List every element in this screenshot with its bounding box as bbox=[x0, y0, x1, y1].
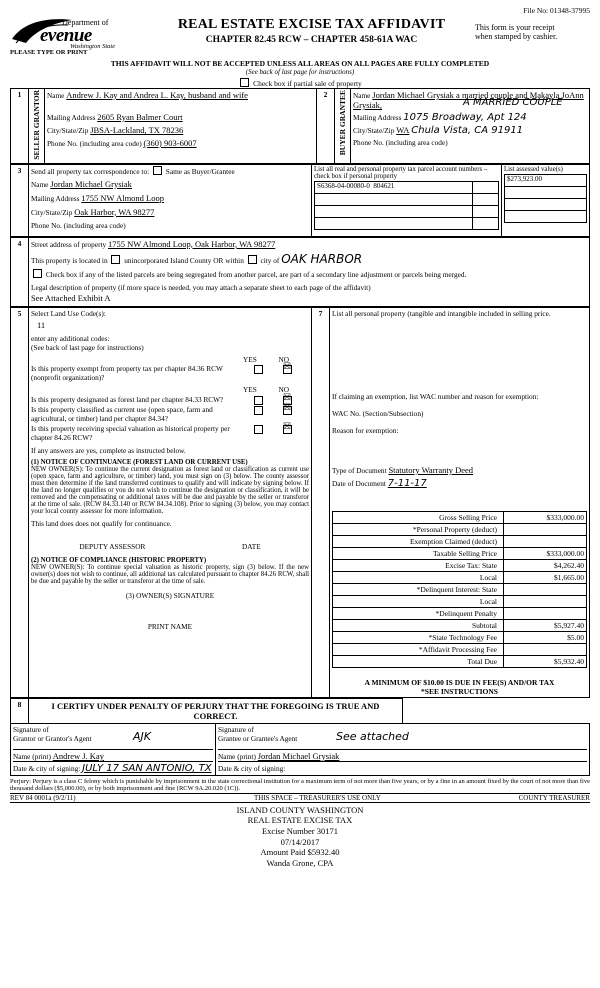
stamp-line-3: Excise Number 30171 bbox=[261, 825, 338, 836]
land-use-seeback: (See back of last page for instructions) bbox=[31, 342, 144, 352]
notice2-body: NEW OWNER(S): To continue special valuation as historic property, sign (3) below. If the new owner(s) does not wish to continue, all additional tax calculated pursuant to chapter 84.26 RCW, shall be due and payable by the seller or transferor at the time of sale. bbox=[31, 563, 309, 585]
amount-label: Taxable Selling Price bbox=[333, 547, 504, 559]
legal-desc-label: Legal description of property (if more space is needed, you may attach a separate sheet to each page of the affidavit) bbox=[31, 282, 371, 292]
type-or-print-note: PLEASE TYPE OR PRINT bbox=[10, 49, 88, 56]
unincorporated-label: unincorporated Island County OR within bbox=[124, 255, 244, 265]
segregating-row bbox=[31, 269, 587, 279]
receipt-line2: when stamped by cashier. bbox=[475, 32, 558, 41]
grantee-sig-label2: Grantee or Grantee's Agent bbox=[218, 733, 298, 743]
assessed-row bbox=[505, 198, 587, 210]
notice1-body: NEW OWNER(S): To continue the current designation as forest land or classification as current use (open space, farm and agriculture, or timber) land, you must sign on (3) below. The county assessor must then determine if the land transferred continues to qualify and will indicate by signing below. If the land no longer qualifies or you do not wish to continue the designation or classification, it will be removed and the compensating or additional taxes will be due and payable by the seller or transferor at the time of sale. (RCW 84.33.140 or RCW 84.34.108). Prior to signing (3) below, you may contact your local county assessor for more information. bbox=[31, 465, 309, 515]
file-number-value: 01348-37995 bbox=[550, 6, 590, 15]
amount-label: Local bbox=[333, 571, 504, 583]
city-checkbox[interactable] bbox=[248, 255, 257, 264]
perjury-note: Perjury: Perjury is a class C felony which is punishable by imprisonment in the state correctional institution for a maximum term of not more than five years, or by a fine in an amount fixed by the court of not more than five thousand dollars ($5,000.00), or by both imprisonment and fine (RCW 9A.20.020 (1C)). bbox=[10, 777, 590, 792]
buyer-phone-label: Phone No. (including area code) bbox=[353, 138, 448, 147]
land-use-additional: enter any additional codes: bbox=[31, 333, 110, 343]
exemption-label: If claiming an exemption, list WAC number and reason for exemption: bbox=[332, 391, 539, 401]
q4-label: Is this property receiving special valuation as historical property per chapter 84.26 RCW? bbox=[31, 423, 230, 442]
grantee-datecity-label: Date & city of signing: bbox=[218, 763, 286, 773]
no-label-1: NO bbox=[278, 354, 289, 364]
q1-yes-checkbox[interactable] bbox=[254, 365, 263, 374]
street-address-value[interactable]: 1755 NW Almond Loop, Oak Harbor, WA 98277 bbox=[108, 238, 276, 249]
corr-citystatezip-label: City/State/Zip bbox=[31, 207, 73, 217]
q3-label: Is this property classified as current use (open space, farm and agricultural, or timber) land per chapter 84.34? bbox=[31, 404, 213, 423]
q4-row bbox=[31, 424, 309, 442]
amount-label: *Delinquent Interest: State bbox=[333, 583, 504, 595]
minimum-note-2: *SEE INSTRUCTIONS bbox=[421, 686, 498, 696]
section7-number: 7 bbox=[312, 307, 330, 697]
amount-label: Total Due bbox=[333, 655, 504, 667]
section-property-address bbox=[10, 237, 590, 307]
seller-citystatezip-row bbox=[47, 125, 314, 138]
send-correspondence-row bbox=[31, 166, 309, 176]
amount-value[interactable] bbox=[504, 607, 587, 619]
parcel-header: List all real and personal property tax parcel account numbers – check box if personal property bbox=[314, 165, 488, 180]
county-treasurer-label: COUNTY TREASURER bbox=[518, 793, 590, 802]
section5-number: 5 bbox=[11, 307, 29, 697]
section4-number: 4 bbox=[11, 237, 29, 306]
receipt-line1: This form is your receipt bbox=[475, 23, 555, 32]
parcel-value[interactable]: S6368-04-00080-0 804621 bbox=[315, 181, 473, 193]
legal-desc-value[interactable]: See Attached Exhibit A bbox=[31, 292, 111, 303]
assessed-row bbox=[505, 210, 587, 222]
yes-label-2: YES bbox=[243, 384, 257, 394]
revenue-wordmark: evenue bbox=[40, 25, 92, 46]
parcel-table bbox=[314, 181, 499, 230]
amount-label: Subtotal bbox=[333, 619, 504, 631]
assessed-value[interactable]: $273,923.00 bbox=[505, 174, 587, 186]
amount-value[interactable] bbox=[504, 535, 587, 547]
seller-phone-row bbox=[47, 138, 314, 151]
corr-name-label: Name bbox=[31, 179, 49, 189]
parcel-personal-checkbox[interactable] bbox=[473, 205, 499, 217]
yesno-header-2 bbox=[31, 385, 309, 394]
segregating-checkbox[interactable] bbox=[33, 269, 42, 278]
treasurer-space-label: THIS SPACE – TREASURER'S USE ONLY bbox=[254, 793, 381, 802]
doc-type-value[interactable]: Statutory Warranty Deed bbox=[388, 464, 474, 475]
corr-citystatezip-value[interactable]: Oak Harbor, WA 98277 bbox=[74, 206, 155, 217]
buyer-name-value[interactable]: Jordan Michael Grysiak a married couple and Makayla JoAnn Grysiak, bbox=[353, 90, 584, 110]
doc-date-row bbox=[332, 478, 587, 489]
reason-label: Reason for exemption: bbox=[332, 425, 399, 435]
assessed-header: List assessed value(s) bbox=[504, 165, 563, 173]
amount-value[interactable] bbox=[504, 595, 587, 607]
owner-signature-label: (3) OWNER(S) SIGNATURE bbox=[125, 590, 215, 600]
buyer-address-label: Mailing Address bbox=[353, 113, 402, 122]
buyer-citystatezip-label: City/State/Zip bbox=[353, 126, 395, 135]
if-yes-note: If any answers are yes, complete as instructed below. bbox=[31, 445, 186, 455]
parcel-row bbox=[315, 205, 499, 217]
q2-row bbox=[31, 395, 309, 404]
receipt-note bbox=[475, 17, 590, 41]
buyer-citystatezip-handwritten: Chula Vista, CA 91911 bbox=[411, 125, 524, 136]
buyer-name-row bbox=[353, 90, 587, 112]
seller-phone-value[interactable]: (360) 903-6007 bbox=[143, 138, 197, 148]
doc-type-label: Type of Document bbox=[332, 465, 387, 475]
amount-label: Gross Selling Price bbox=[333, 511, 504, 523]
corr-phone-label: Phone No. (including area code) bbox=[31, 220, 126, 230]
amount-value[interactable]: $1,665.00 bbox=[504, 571, 587, 583]
parcel-row bbox=[315, 217, 499, 229]
form-warning: THIS AFFIDAVIT WILL NOT BE ACCEPTED UNLESS ALL AREAS ON ALL PAGES ARE FULLY COMPLETED bbox=[110, 59, 490, 68]
q1-no-checkbox[interactable] bbox=[283, 365, 292, 374]
seller-address-label: Mailing Address bbox=[47, 113, 96, 122]
parcel-personal-checkbox[interactable] bbox=[473, 181, 499, 193]
amount-row bbox=[333, 655, 587, 667]
parcel-value[interactable] bbox=[315, 217, 473, 229]
section3-number: 3 bbox=[11, 164, 29, 236]
buyer-address-value[interactable]: 1075 Broadway, Apt 124 bbox=[403, 112, 527, 123]
amount-value[interactable] bbox=[504, 643, 587, 655]
amount-row bbox=[333, 619, 587, 631]
form-header bbox=[10, 17, 590, 88]
amount-row bbox=[333, 571, 587, 583]
buyer-citystatezip-row bbox=[353, 125, 587, 138]
buyer-grantee-tab: BUYER GRANTEE bbox=[335, 89, 351, 164]
grantor-sig-label: Signature of bbox=[13, 724, 49, 734]
doc-date-value[interactable]: 7-11-17 bbox=[387, 477, 427, 489]
assessed-value[interactable] bbox=[505, 198, 587, 210]
property-address-block bbox=[29, 237, 590, 306]
form-instructions-note: (See back of last page for instructions) bbox=[245, 68, 355, 76]
assessed-row bbox=[505, 174, 587, 186]
corr-name-value[interactable]: Jordan Michael Grysiak bbox=[50, 178, 132, 189]
buyer-block bbox=[351, 89, 590, 164]
amount-row bbox=[333, 607, 587, 619]
doc-date-label: Date of Document bbox=[332, 478, 386, 488]
grantee-datecity-row bbox=[218, 761, 587, 774]
amount-row bbox=[333, 547, 587, 559]
q3-no-checkbox[interactable] bbox=[283, 406, 292, 415]
grantor-datecity-label: Date & city of signing: bbox=[13, 763, 81, 773]
amount-value[interactable] bbox=[504, 583, 587, 595]
q1-row bbox=[31, 364, 309, 382]
assessed-value[interactable] bbox=[505, 210, 587, 222]
buyer-address-row bbox=[353, 112, 587, 125]
amount-value[interactable]: $5,932.40 bbox=[504, 655, 587, 667]
seller-block bbox=[45, 89, 317, 164]
amount-row bbox=[333, 643, 587, 655]
section-tax-correspondence bbox=[10, 164, 590, 237]
treasurer-stamp bbox=[10, 805, 590, 869]
q3-yes-checkbox[interactable] bbox=[254, 406, 263, 415]
file-number-label: File No: bbox=[523, 6, 549, 15]
grantor-signature: AJK bbox=[133, 729, 151, 743]
correspondence-block bbox=[29, 164, 312, 236]
amount-value[interactable]: $4,262.40 bbox=[504, 559, 587, 571]
dept-label: Department of bbox=[62, 18, 109, 27]
amount-value[interactable]: $5,927.40 bbox=[504, 619, 587, 631]
grantee-sig-label: Signature of bbox=[218, 724, 254, 734]
amount-row bbox=[333, 631, 587, 643]
form-title: REAL ESTATE EXCISE TAX AFFIDAVIT bbox=[177, 17, 446, 32]
grantee-signature: See attached bbox=[336, 729, 409, 743]
parcel-row bbox=[315, 181, 499, 193]
parcel-value[interactable] bbox=[315, 205, 473, 217]
wac-label: WAC No. (Section/Subsection) bbox=[332, 408, 424, 418]
seller-name-label: Name bbox=[47, 91, 65, 100]
located-in-row bbox=[31, 252, 587, 266]
buyer-name-label: Name bbox=[353, 91, 371, 100]
q3-row bbox=[31, 405, 309, 423]
amount-row bbox=[333, 559, 587, 571]
footer-bar bbox=[10, 793, 590, 803]
personal-property-title: List all personal property (tangible and intangible included in selling price. bbox=[332, 308, 551, 318]
amount-label: *Delinquent Penalty bbox=[333, 607, 504, 619]
stamp-line-1: ISLAND COUNTY WASHINGTON bbox=[236, 804, 364, 815]
grantor-datecity-value[interactable]: JULY 17 SAN ANTONIO, TX bbox=[82, 762, 212, 774]
grantee-name-row bbox=[218, 749, 587, 761]
section1-number: 1 bbox=[11, 89, 29, 164]
personal-property-block bbox=[330, 307, 590, 697]
seller-phone-label: Phone No. (including area code) bbox=[47, 139, 142, 148]
print-name-label: PRINT NAME bbox=[147, 621, 193, 631]
grantee-name-value[interactable]: Jordan Michael Grysiak bbox=[257, 750, 340, 761]
file-number bbox=[10, 6, 590, 15]
segregating-label: Check box if any of the listed parcels are being segregated from another parcel, are part of a secondary line adjustment or parcels being merged. bbox=[45, 269, 467, 279]
corr-address-value[interactable]: 1755 NW Almond Loop bbox=[81, 192, 164, 203]
assessed-table bbox=[504, 174, 587, 223]
seller-grantor-tab: SELLER GRANTOR bbox=[29, 89, 45, 164]
amount-row bbox=[333, 511, 587, 523]
corr-address-row bbox=[31, 193, 309, 207]
grantor-name-label: Name (print) bbox=[13, 751, 51, 761]
amount-label: Excise Tax: State bbox=[333, 559, 504, 571]
amount-row bbox=[333, 595, 587, 607]
buyer-name-handwritten: A MARRIED COUPLE bbox=[463, 97, 563, 108]
amount-value[interactable] bbox=[504, 523, 587, 535]
land-use-block bbox=[29, 307, 312, 697]
located-in-label: This property is located in bbox=[31, 255, 108, 265]
section8-number: 8 bbox=[11, 698, 29, 723]
land-use-code[interactable]: 11 bbox=[37, 319, 46, 330]
deputy-assessor-label: DEPUTY ASSESSOR bbox=[79, 541, 146, 551]
rev-code: REV 84 0001a (9/2/11) bbox=[10, 793, 76, 802]
q4-yes-checkbox[interactable] bbox=[254, 425, 263, 434]
state-label: Washington State bbox=[70, 43, 116, 50]
street-address-row bbox=[31, 239, 587, 249]
corr-citystatezip-row bbox=[31, 207, 309, 221]
q1-label: Is this property exempt from property tax per chapter 84.36 RCW (nonprofit organization)? bbox=[31, 363, 223, 382]
section-certification bbox=[10, 698, 590, 776]
parcel-value[interactable] bbox=[315, 193, 473, 205]
grantor-datecity-row bbox=[13, 761, 213, 774]
grantee-signature-block bbox=[216, 723, 590, 775]
grantor-name-row bbox=[13, 749, 213, 761]
amount-row bbox=[333, 523, 587, 535]
grantor-sig-label2: Grantor or Grantor's Agent bbox=[13, 733, 92, 743]
corr-name-row bbox=[31, 179, 309, 193]
seller-name-row bbox=[47, 90, 314, 112]
q2-label: Is this property designated as forest land per chapter 84.33 RCW? bbox=[31, 394, 224, 404]
grantee-name-label: Name (print) bbox=[218, 751, 256, 761]
notice1-title: (1) NOTICE OF CONTINUANCE (FOREST LAND OR CURRENT USE) bbox=[31, 458, 248, 466]
seller-name-value[interactable]: Andrew J. Kay and Andrea L. Kay, husband and wife bbox=[66, 90, 248, 100]
certify-statement: I CERTIFY UNDER PENALTY OF PERJURY THAT THE FOREGOING IS TRUE AND CORRECT. bbox=[29, 698, 403, 723]
section-landuse-personal bbox=[10, 307, 590, 698]
form-title-block bbox=[148, 17, 475, 45]
section-grantor-grantee bbox=[10, 88, 590, 164]
parcel-personal-checkbox[interactable] bbox=[473, 217, 499, 229]
section2-number: 2 bbox=[317, 89, 335, 164]
form-chapter: CHAPTER 82.45 RCW – CHAPTER 458-61A WAC bbox=[205, 35, 418, 45]
buyer-citystatezip-value[interactable]: WA bbox=[396, 125, 410, 135]
corr-phone-row bbox=[31, 221, 309, 235]
same-as-buyer-label: Same as Buyer/Grantee bbox=[165, 166, 235, 176]
amount-label: Local bbox=[333, 595, 504, 607]
amount-label: *Personal Property (deduct) bbox=[333, 523, 504, 535]
amount-label: Exemption Claimed (deduct) bbox=[333, 535, 504, 547]
grantor-name-value[interactable]: Andrew J. Kay bbox=[52, 750, 104, 761]
stamp-line-4: 07/14/2017 bbox=[280, 836, 320, 847]
minimum-note-1: A MINIMUM OF $10.00 IS DUE IN FEE(S) AND/OR TAX bbox=[364, 677, 555, 687]
yes-label-1: YES bbox=[243, 354, 257, 364]
buyer-phone-row bbox=[353, 138, 587, 151]
partial-sale-checkbox[interactable] bbox=[240, 78, 249, 87]
notice2-title: (2) NOTICE OF COMPLIANCE (HISTORIC PROPERTY) bbox=[31, 556, 207, 564]
no-label-2: NO bbox=[278, 384, 289, 394]
amount-row bbox=[333, 583, 587, 595]
seller-citystatezip-value[interactable]: JBSA-Lackland, TX 78236 bbox=[90, 125, 184, 135]
assessor-date-label: DATE bbox=[242, 541, 261, 551]
q2-yes-checkbox[interactable] bbox=[254, 396, 263, 405]
amount-label: *Affidavit Processing Fee bbox=[333, 643, 504, 655]
parcel-row bbox=[315, 193, 499, 205]
land-use-title: Select Land Use Code(s): bbox=[31, 308, 106, 318]
stamp-line-2: REAL ESTATE EXCISE TAX bbox=[247, 815, 353, 826]
send-correspondence-label: Send all property tax correspondence to: bbox=[31, 166, 150, 176]
corr-address-label: Mailing Address bbox=[31, 193, 80, 203]
partial-sale-line bbox=[10, 78, 590, 88]
assessor-sign-row bbox=[31, 542, 309, 551]
continuance-line: This land does does not qualify for continuance. bbox=[31, 518, 172, 528]
doc-type-row bbox=[332, 465, 587, 475]
amounts-table bbox=[332, 511, 587, 668]
city-value[interactable]: OAK HARBOR bbox=[281, 251, 363, 266]
same-as-buyer-checkbox[interactable] bbox=[153, 166, 162, 175]
seller-address-value[interactable]: 2605 Ryan Balmer Court bbox=[97, 112, 183, 122]
q4-no-checkbox[interactable] bbox=[283, 425, 292, 434]
yesno-header-1 bbox=[31, 355, 309, 364]
amount-value[interactable]: $333,000.00 bbox=[504, 511, 587, 523]
unincorporated-checkbox[interactable] bbox=[111, 255, 120, 264]
amount-label: *State Technology Fee bbox=[333, 631, 504, 643]
grantor-signature-block bbox=[11, 723, 216, 775]
amount-row bbox=[333, 535, 587, 547]
assessed-values-block bbox=[502, 164, 590, 236]
amount-value[interactable]: $5.00 bbox=[504, 631, 587, 643]
assessed-value[interactable] bbox=[505, 186, 587, 198]
seller-address-row bbox=[47, 112, 314, 125]
seller-citystatezip-label: City/State/Zip bbox=[47, 126, 89, 135]
city-of-label: city of bbox=[260, 255, 280, 265]
stamp-line-6: Wanda Grone, CPA bbox=[266, 857, 334, 868]
partial-sale-label: Check box if partial sale of property bbox=[253, 79, 362, 88]
parcel-numbers-block bbox=[312, 164, 502, 236]
amount-value[interactable]: $333,000.00 bbox=[504, 547, 587, 559]
agency-logo bbox=[10, 17, 148, 56]
parcel-personal-checkbox[interactable] bbox=[473, 193, 499, 205]
street-address-label: Street address of property bbox=[31, 239, 107, 249]
assessed-row bbox=[505, 186, 587, 198]
stamp-line-5: Amount Paid $5932.40 bbox=[260, 847, 340, 858]
